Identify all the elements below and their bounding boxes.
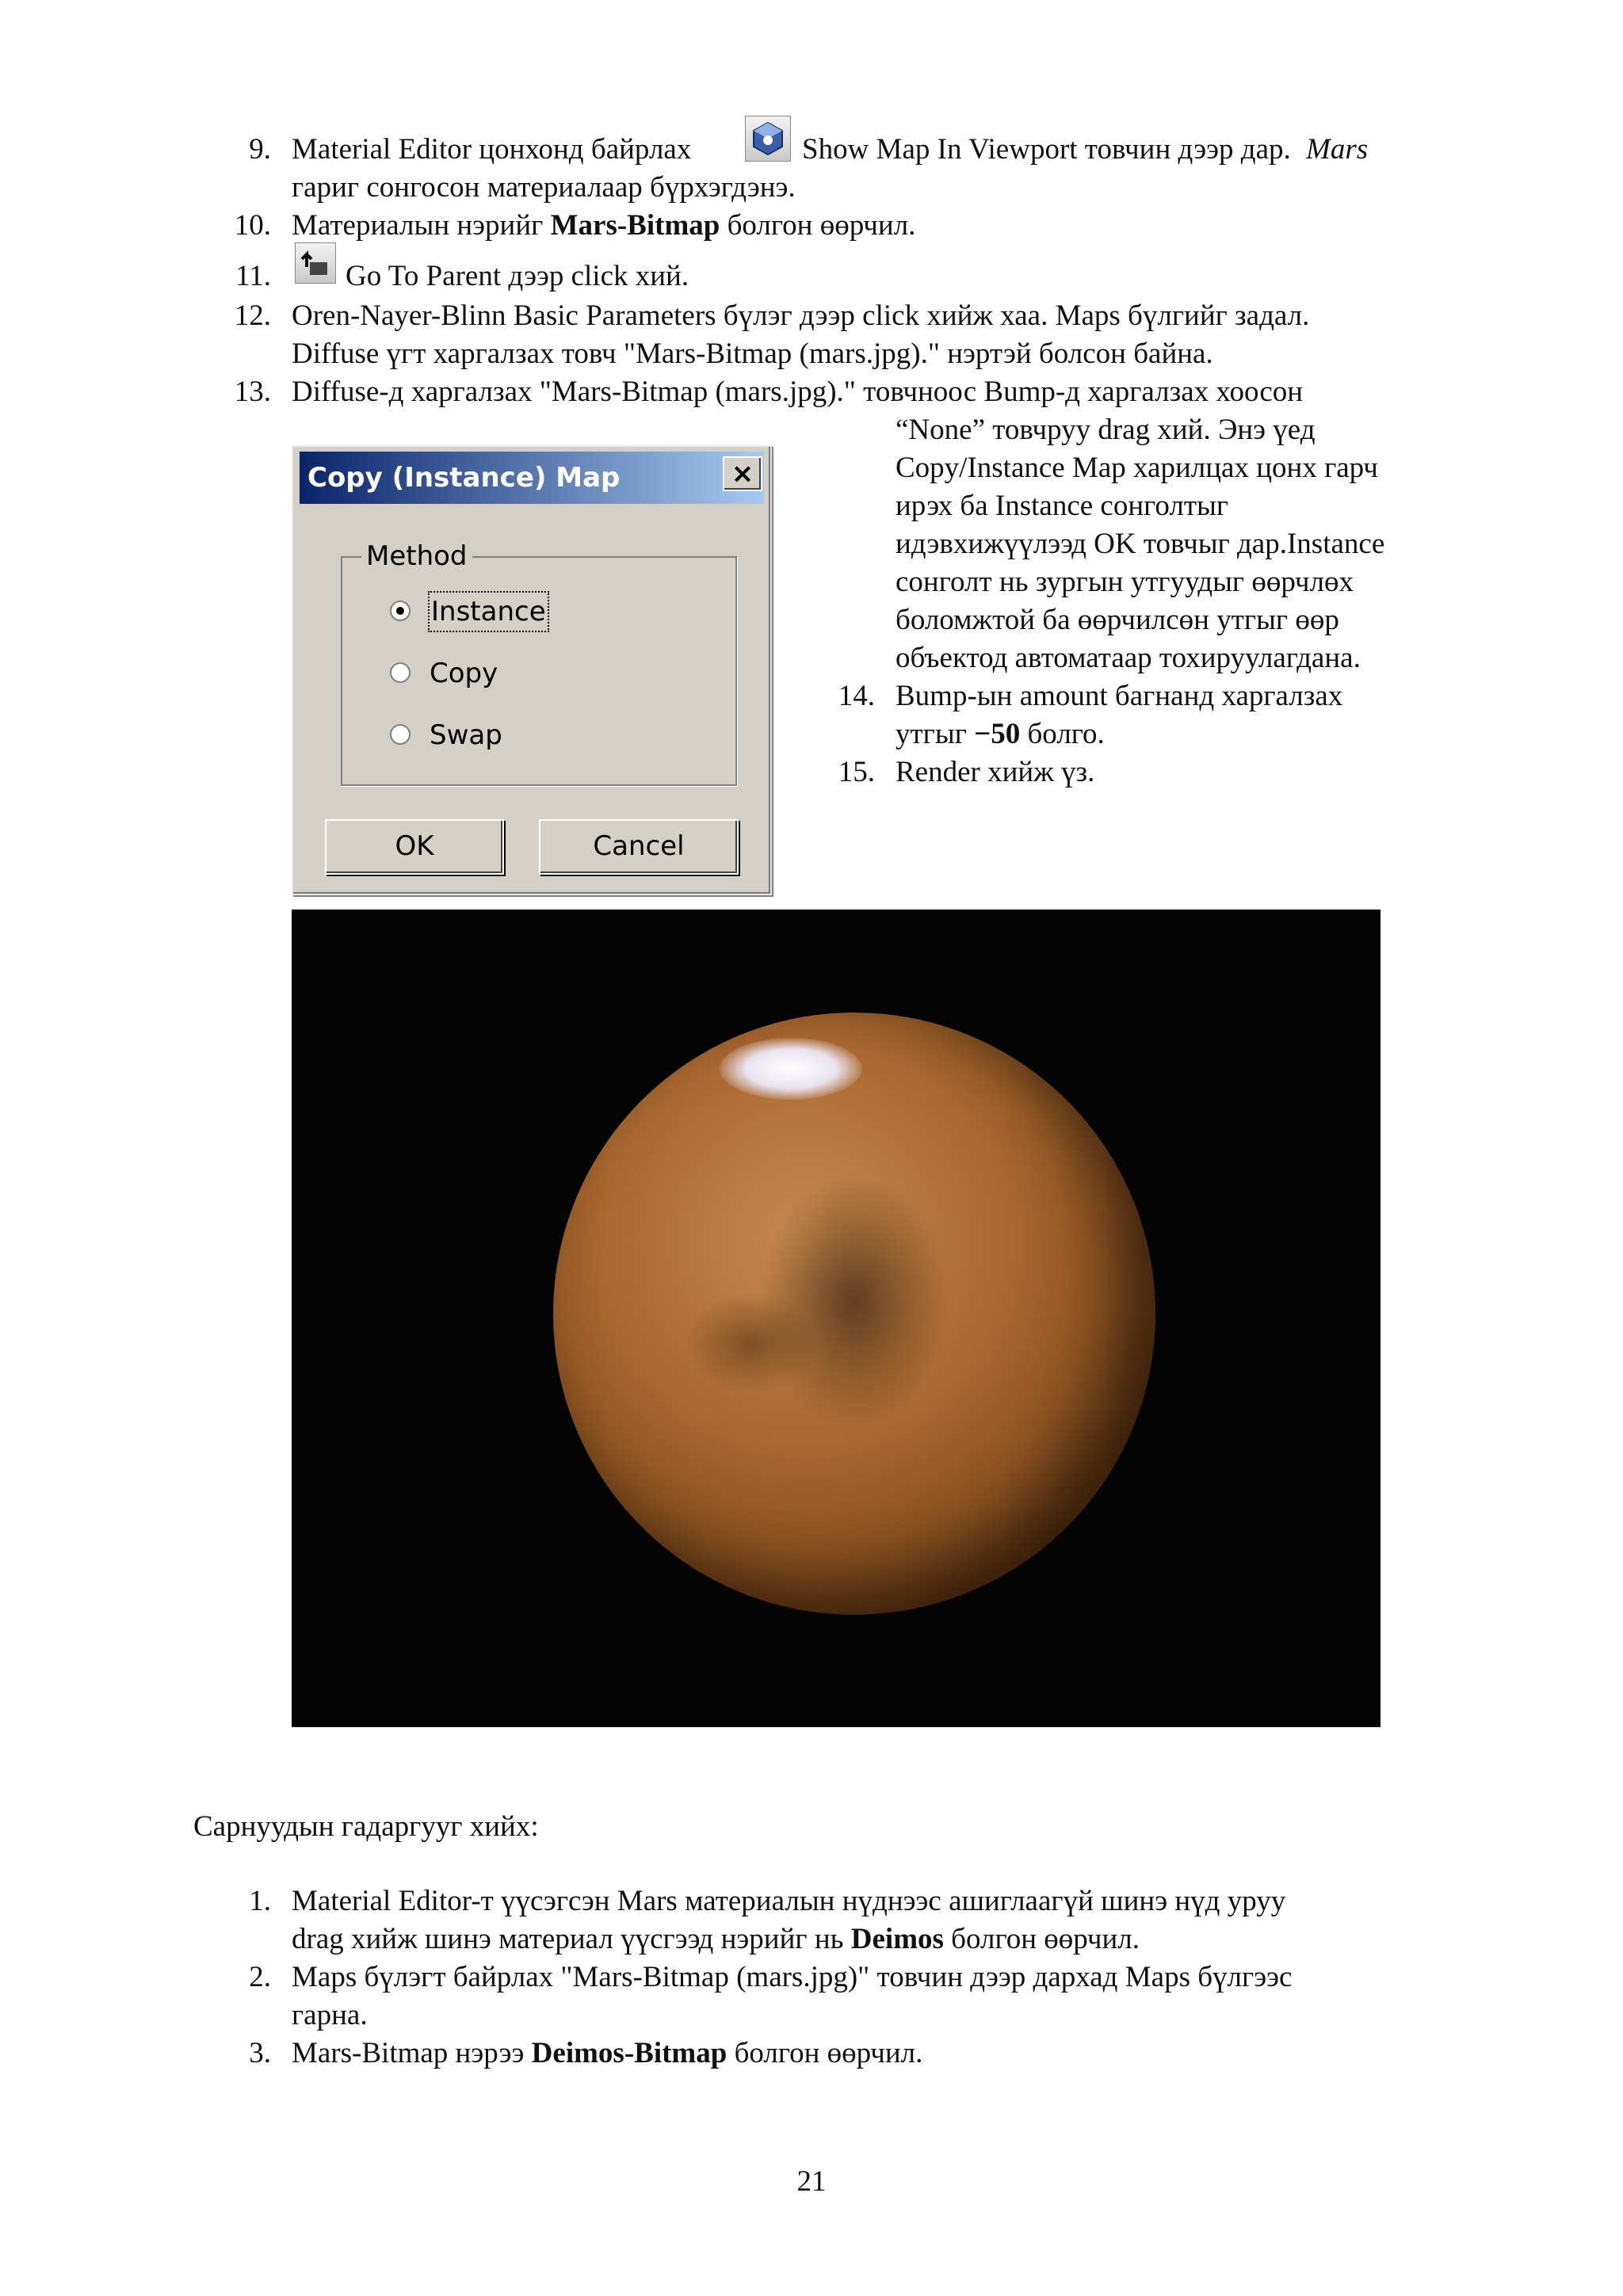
step-text: утгыг −50 болго. (896, 718, 1105, 750)
step-text: ирэх ба Instance сонголтыг (896, 490, 1229, 522)
step-number: 9. (249, 133, 271, 166)
step-text: Oren-Nayer-Blinn Basic Parameters бүлэг дээр click хийж хаа. Maps бүлгийг задал. (292, 299, 1310, 332)
radio-label: Instance (430, 593, 548, 631)
copy-instance-map-dialog (292, 445, 772, 895)
step-text: Copy/Instance Map харилцах цонх гарч (896, 452, 1378, 484)
step-number: 2. (249, 1961, 271, 1993)
step-number: 12. (234, 299, 271, 332)
radio-button[interactable] (390, 662, 411, 683)
step-text: боломжтой ба өөрчилсөн утгыг өөр (896, 604, 1339, 636)
mars-render-image (292, 910, 1381, 1727)
step-text: гарна. (292, 1999, 368, 2031)
page-number: 21 (796, 2165, 827, 2198)
step-text: сонголт нь зургын утгуудыг өөрчлөх (896, 566, 1354, 598)
radio-button[interactable] (390, 601, 411, 621)
radio-label: Swap (430, 719, 502, 751)
radio-label: Copy (430, 658, 498, 689)
section-heading: Сарнуудын гадаргууг хийх: (193, 1810, 539, 1843)
step-text: Diffuse-д харгалзах "Mars-Bitmap (mars.jpg)." товчноос Bump-д харгалзах хоосон (292, 376, 1304, 408)
step-text: гариг сонгосон материалаар бүрхэгдэнэ. (292, 171, 796, 204)
close-button[interactable]: × (723, 456, 762, 491)
step-text: Go To Parent дээр click хий. (346, 260, 689, 292)
step-number: 1. (249, 1885, 271, 1917)
step-number: 13. (234, 376, 271, 408)
step-text: Render хийж үз. (896, 756, 1095, 788)
step-text: Maps бүлэгт байрлах "Mars-Bitmap (mars.jpg)" товчин дээр дархад Maps бүлгээс (292, 1961, 1293, 1993)
step-number: 15. (838, 756, 875, 788)
show-map-in-viewport-icon (745, 116, 791, 162)
step-number: 11. (235, 260, 271, 292)
step-text: Material Editor цонхонд байрлах (292, 133, 692, 166)
step-text: объектод автоматаар тохируулагдана. (896, 642, 1361, 674)
step-number: 10. (234, 209, 271, 242)
step-text: Материалын нэрийг Mars-Bitmap болгон өөрчил. (292, 209, 916, 242)
step-text: “None” товчруу drag хий. Энэ үед (896, 414, 1316, 446)
radio-button[interactable] (390, 724, 411, 745)
step-text: Mars-Bitmap нэрээ Deimos-Bitmap болгон өөрчил. (292, 2037, 923, 2069)
step-text: Show Map In Viewport товчин дээр дар. Mars (802, 133, 1369, 166)
method-group (341, 540, 737, 786)
step-number: 3. (249, 2037, 271, 2069)
step-text: drag хийж шинэ материал үүсгээд нэрийг нь Deimos болгон өөрчил. (292, 1923, 1140, 1955)
step-text: Material Editor-т үүсэгсэн Mars материалын нүднээс ашиглаагүй шинэ нүд уруу (292, 1885, 1286, 1917)
step-text: идэвхижүүлээд OK товчыг дар.Instance (896, 528, 1385, 560)
dialog-title: Copy (Instance) Map (300, 452, 764, 504)
step-text: Bump-ын amount багнанд харгалзах (896, 680, 1343, 712)
method-group-label: Method (361, 539, 472, 574)
step-number: 14. (838, 680, 875, 712)
polar-cap (720, 1038, 862, 1100)
go-to-parent-icon (295, 242, 336, 284)
ok-button[interactable]: OK (325, 819, 504, 875)
cancel-button[interactable]: Cancel (539, 819, 739, 875)
mars-planet (553, 1013, 1155, 1615)
step-text: Diffuse үгт харгалзах товч "Mars-Bitmap (mars.jpg)." нэртэй болсон байна. (292, 338, 1213, 370)
